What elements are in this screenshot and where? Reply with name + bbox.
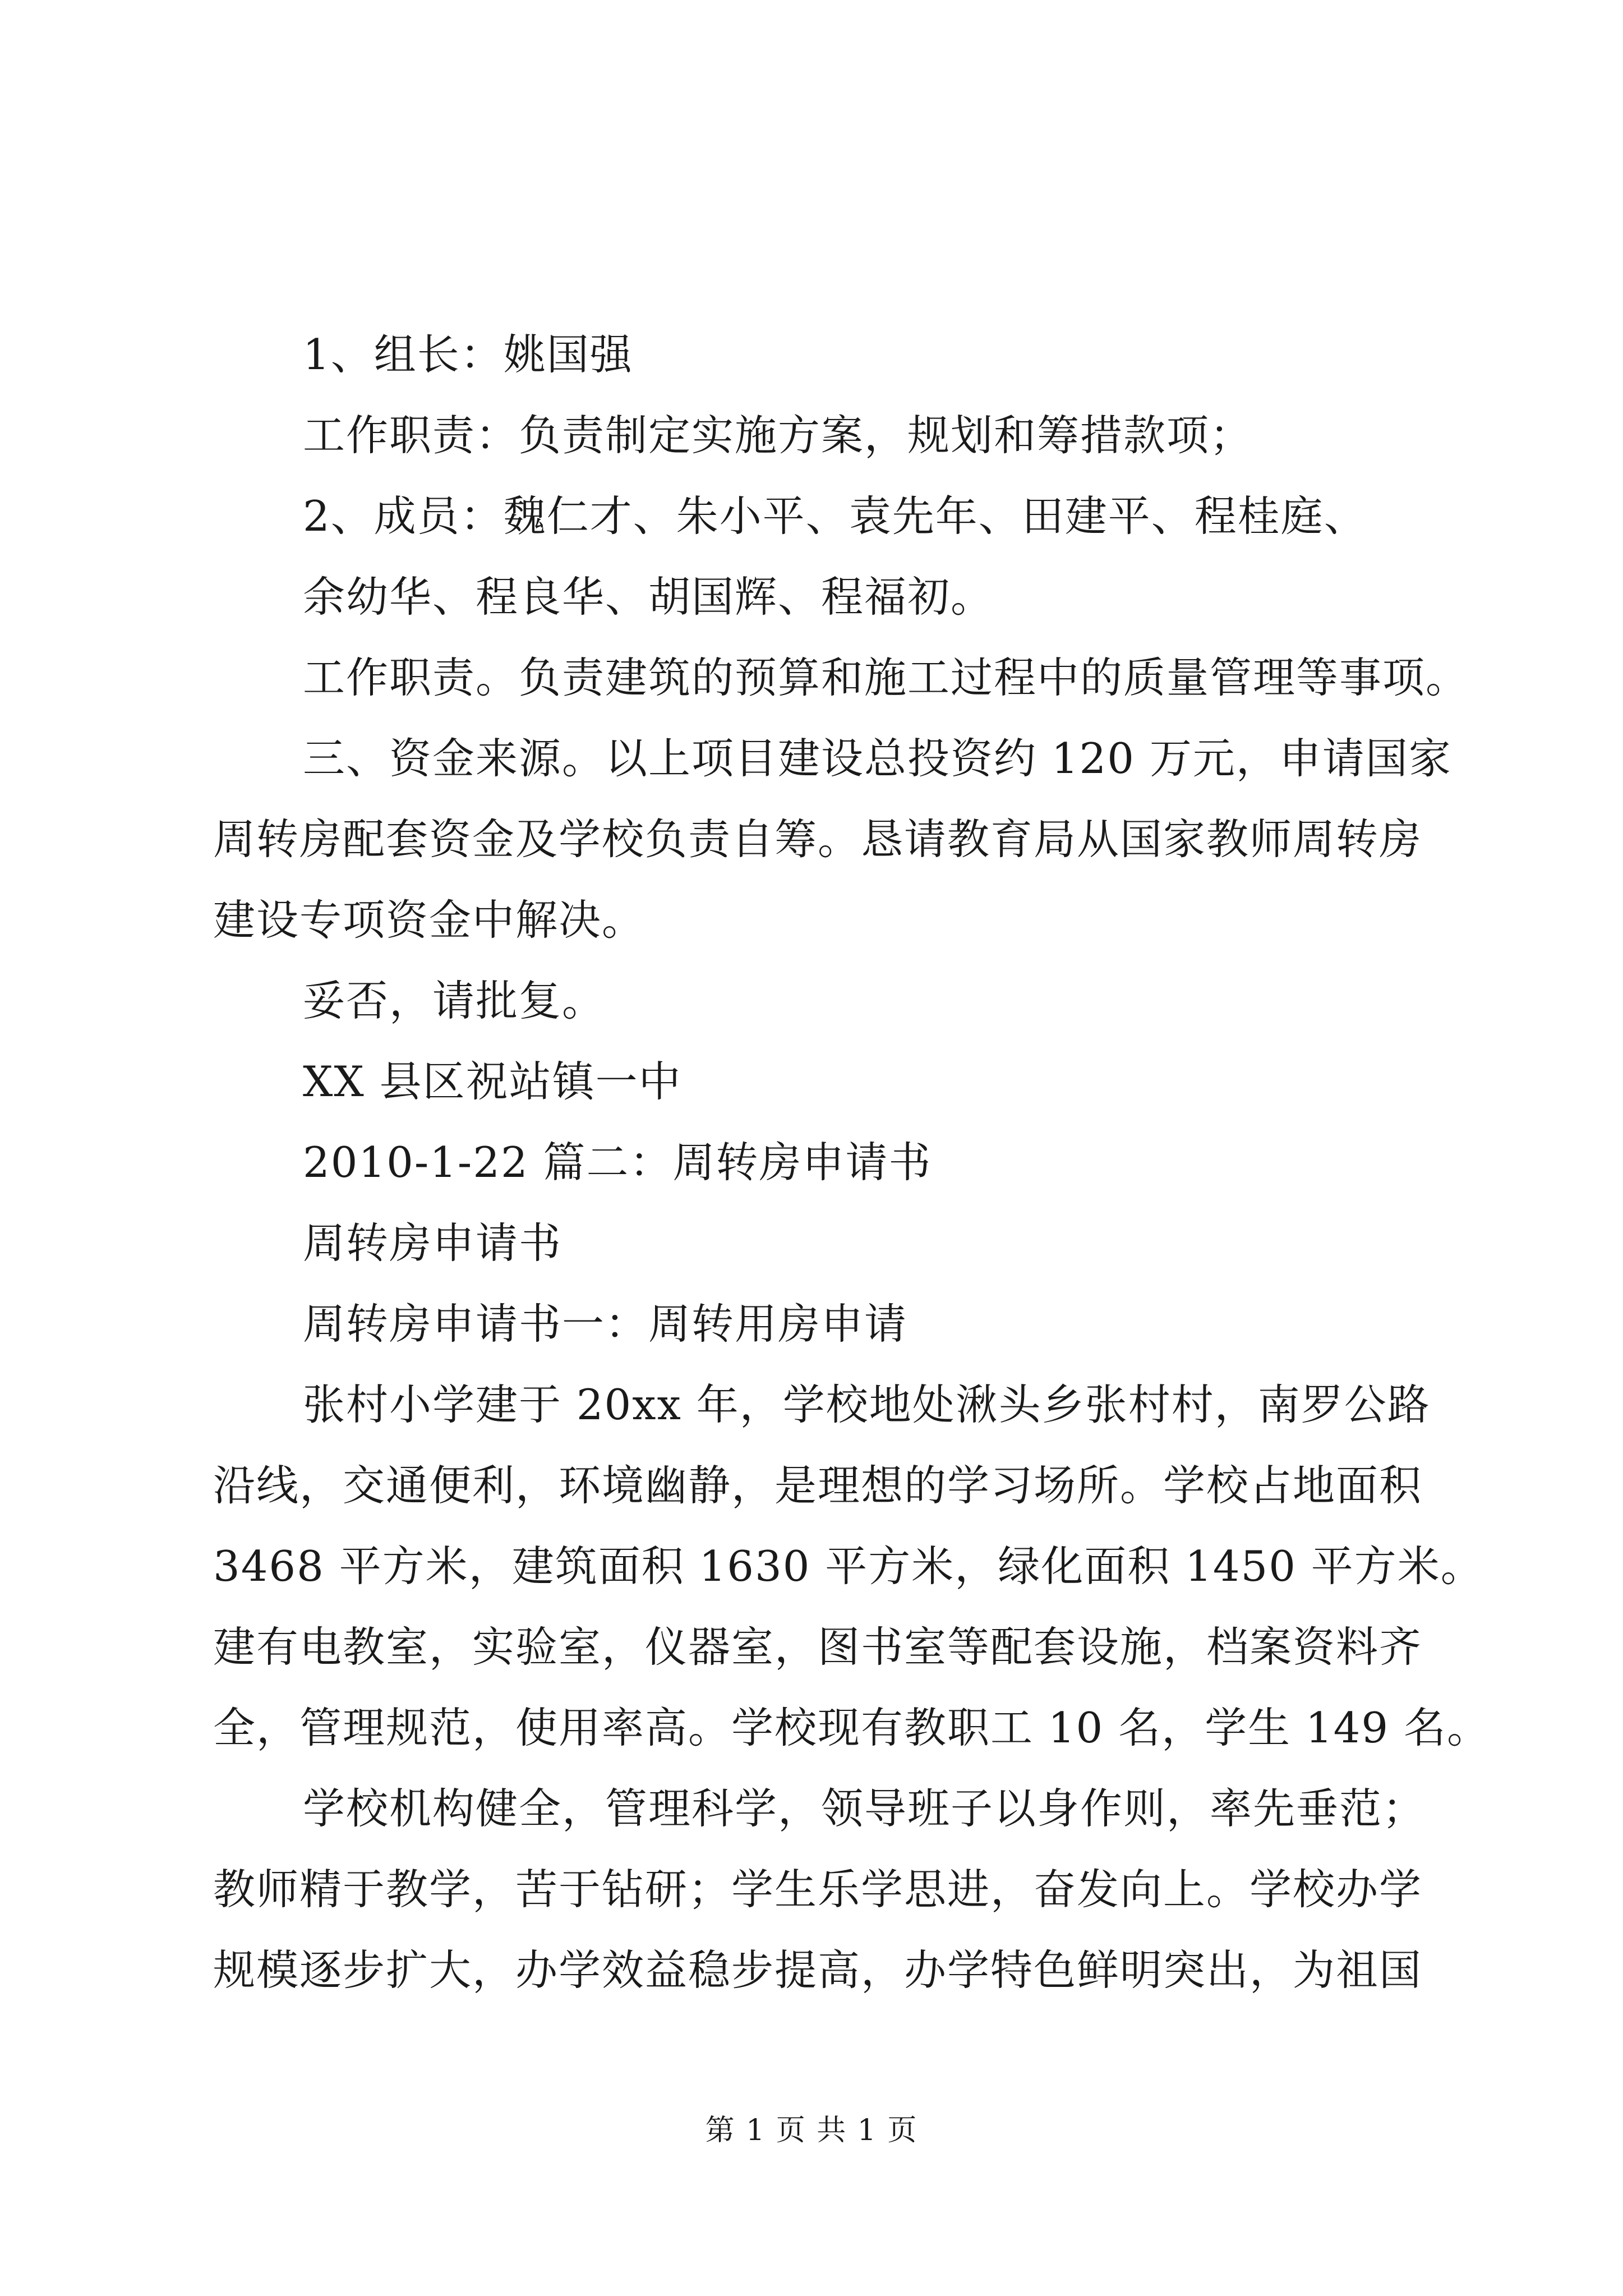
text-line: 建设专项资金中解决。	[213, 895, 645, 945]
text-line: 学校机构健全，管理科学，领导班子以身作则，率先垂范；	[303, 1784, 1426, 1833]
text-line: 规模逐步扩大，办学效益稳步提高，办学特色鲜明突出，为祖国	[213, 1945, 1423, 1995]
text-line: 周转房申请书	[303, 1218, 562, 1268]
page-footer: 第 1 页 共 1 页	[705, 2114, 918, 2147]
text-line: XX 县区祝站镇一中	[303, 1057, 682, 1106]
text-line: 余幼华、程良华、胡国辉、程福初。	[303, 572, 994, 622]
text-line: 全，管理规范，使用率高。学校现有教职工 10 名，学生 149 名。	[213, 1703, 1490, 1752]
text-line: 沿线，交通便利，环境幽静，是理想的学习场所。学校占地面积	[213, 1461, 1423, 1510]
text-line: 教师精于教学，苦于钻研；学生乐学思进，奋发向上。学校办学	[213, 1865, 1423, 1914]
text-line: 2010-1-22 篇二：周转房申请书	[303, 1138, 932, 1187]
text-line: 2、成员：魏仁才、朱小平、袁先年、田建平、程桂庭、	[303, 491, 1367, 541]
text-line: 三、资金来源。以上项目建设总投资约 120 万元，申请国家	[303, 734, 1452, 783]
text-line: 周转房申请书一：周转用房申请	[303, 1299, 908, 1349]
document-body	[213, 314, 1490, 2010]
text-line: 1、组长：姚国强	[303, 330, 633, 379]
text-line: 工作职责：负责制定实施方案，规划和筹措款项；	[303, 411, 1253, 460]
text-line: 妥否，请批复。	[303, 976, 606, 1025]
text-line: 3468 平方米，建筑面积 1630 平方米，绿化面积 1450 平方米。	[213, 1542, 1484, 1591]
text-line: 张村小学建于 20xx 年，学校地处湫头乡张村村，南罗公路	[303, 1380, 1431, 1429]
text-line: 周转房配套资金及学校负责自筹。恳请教育局从国家教师周转房	[213, 815, 1423, 864]
text-line: 工作职责。负责建筑的预算和施工过程中的质量管理等事项。	[303, 653, 1469, 702]
text-line: 建有电教室，实验室，仪器室，图书室等配套设施，档案资料齐	[213, 1622, 1423, 1672]
